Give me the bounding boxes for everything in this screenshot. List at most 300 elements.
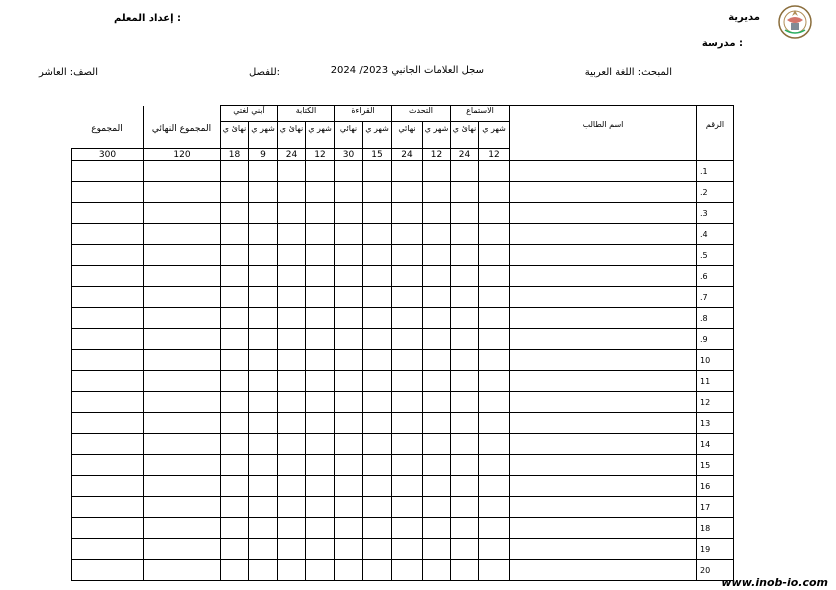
grade-cell[interactable] [306,497,335,518]
table-row [72,539,734,560]
grade-cell[interactable] [363,518,392,539]
grade-cell[interactable] [306,329,335,350]
student-name-cell[interactable] [510,308,697,329]
grade-cell[interactable] [423,224,451,245]
grade-cell[interactable] [335,539,363,560]
grade-cell[interactable] [423,518,451,539]
grade-cell[interactable] [363,245,392,266]
grade-cell[interactable] [479,245,510,266]
grade-cell[interactable] [363,182,392,203]
grade-cell[interactable] [423,539,451,560]
grade-cell[interactable] [451,539,479,560]
grade-cell[interactable] [479,161,510,182]
grade-label: الصف: العاشر [39,67,98,78]
grade-cell[interactable] [423,560,451,581]
grade-cell[interactable] [451,266,479,287]
grade-cell[interactable] [144,245,221,266]
grade-cell[interactable] [72,518,144,539]
grade-cell[interactable] [278,266,306,287]
grade-cell[interactable] [221,224,249,245]
grade-cell[interactable] [363,560,392,581]
table-row [72,266,734,287]
grade-cell[interactable] [392,455,423,476]
grade-cell[interactable] [335,497,363,518]
grade-cell[interactable] [451,434,479,455]
grade-cell[interactable] [144,308,221,329]
grade-cell[interactable] [278,455,306,476]
max-score: 12 [423,149,451,161]
grade-cell[interactable] [479,560,510,581]
grade-cell[interactable] [479,224,510,245]
grade-cell[interactable] [363,455,392,476]
grade-cell[interactable] [249,560,278,581]
grade-cell[interactable] [221,518,249,539]
grade-cell[interactable] [144,560,221,581]
grade-cell[interactable] [144,224,221,245]
grade-cell[interactable] [479,329,510,350]
table-row [72,497,734,518]
grade-cell[interactable] [221,434,249,455]
school-label: مدرسة : [701,38,743,49]
grade-cell[interactable] [249,161,278,182]
grade-cell[interactable] [278,203,306,224]
student-name-cell[interactable] [510,497,697,518]
grade-cell[interactable] [363,539,392,560]
grade-cell[interactable] [72,371,144,392]
student-name-cell[interactable] [510,245,697,266]
grade-cell[interactable] [72,455,144,476]
grade-cell[interactable] [72,392,144,413]
table-row [72,203,734,224]
student-name-cell[interactable] [510,203,697,224]
grade-cell[interactable] [479,518,510,539]
grade-cell[interactable] [249,350,278,371]
grade-cell[interactable] [278,182,306,203]
student-name-cell[interactable] [510,287,697,308]
grade-cell[interactable] [451,413,479,434]
grade-cell[interactable] [392,329,423,350]
grade-cell[interactable] [278,329,306,350]
grade-cell[interactable] [423,476,451,497]
grade-cell[interactable] [249,266,278,287]
student-name-cell[interactable] [510,392,697,413]
grade-cell[interactable] [479,413,510,434]
grade-cell[interactable] [392,371,423,392]
grade-cell[interactable] [335,287,363,308]
grade-cell[interactable] [221,203,249,224]
grade-cell[interactable] [451,371,479,392]
grade-cell[interactable] [335,245,363,266]
student-name-cell[interactable] [510,182,697,203]
row-number: 19 [697,539,734,560]
grade-cell[interactable] [306,371,335,392]
row-number: 12 [697,392,734,413]
grade-cell[interactable] [451,224,479,245]
grade-cell[interactable] [335,182,363,203]
grade-cell[interactable] [335,308,363,329]
grade-cell[interactable] [423,434,451,455]
grade-cell[interactable] [306,413,335,434]
table-row [72,413,734,434]
student-name-cell[interactable] [510,266,697,287]
row-number: .4 [697,224,734,245]
grade-cell[interactable] [144,413,221,434]
row-number: 14 [697,434,734,455]
grade-cell[interactable] [392,161,423,182]
grade-cell[interactable] [221,539,249,560]
grade-cell[interactable] [278,161,306,182]
grade-cell[interactable] [392,308,423,329]
grade-cell[interactable] [144,329,221,350]
grade-cell[interactable] [451,497,479,518]
grade-cell[interactable] [221,497,249,518]
grade-cell[interactable] [249,413,278,434]
grade-cell[interactable] [335,560,363,581]
grade-cell[interactable] [479,203,510,224]
grade-cell[interactable] [423,182,451,203]
grade-cell[interactable] [278,476,306,497]
grade-cell[interactable] [363,266,392,287]
grade-cell[interactable] [392,560,423,581]
grade-cell[interactable] [221,287,249,308]
sub-header: نهائ ي [451,122,479,149]
grade-cell[interactable] [392,350,423,371]
grade-cell[interactable] [249,476,278,497]
grade-cell[interactable] [451,392,479,413]
grade-cell[interactable] [423,497,451,518]
table-row [72,371,734,392]
grade-cell[interactable] [249,182,278,203]
grade-cell[interactable] [451,287,479,308]
grade-cell[interactable] [479,287,510,308]
grade-cell[interactable] [278,434,306,455]
row-number: .6 [697,266,734,287]
grade-cell[interactable] [221,308,249,329]
max-score: 12 [479,149,510,161]
grade-cell[interactable] [72,560,144,581]
grade-cell[interactable] [278,224,306,245]
grade-cell[interactable] [363,371,392,392]
grade-cell[interactable] [144,392,221,413]
grade-cell[interactable] [392,224,423,245]
grade-cell[interactable] [306,350,335,371]
grade-cell[interactable] [278,392,306,413]
student-name-cell[interactable] [510,434,697,455]
grade-cell[interactable] [249,329,278,350]
grade-cell[interactable] [249,539,278,560]
grade-cell[interactable] [363,392,392,413]
grade-cell[interactable] [451,455,479,476]
grade-cell[interactable] [335,224,363,245]
grade-cell[interactable] [363,413,392,434]
grade-cell[interactable] [423,161,451,182]
grade-cell[interactable] [392,476,423,497]
grade-cell[interactable] [72,287,144,308]
grade-cell[interactable] [306,224,335,245]
grade-cell[interactable] [249,203,278,224]
grade-cell[interactable] [72,245,144,266]
grade-cell[interactable] [306,266,335,287]
grade-cell[interactable] [72,329,144,350]
grade-cell[interactable] [221,560,249,581]
grade-cell[interactable] [278,245,306,266]
grade-cell[interactable] [392,203,423,224]
grade-cell[interactable] [249,245,278,266]
table-row [72,287,734,308]
grade-cell[interactable] [278,560,306,581]
grade-cell[interactable] [423,392,451,413]
grade-cell[interactable] [144,203,221,224]
student-name-cell[interactable] [510,539,697,560]
sub-header: شهر ي [249,122,278,149]
grade-cell[interactable] [335,350,363,371]
grade-cell[interactable] [278,287,306,308]
grade-cell[interactable] [278,539,306,560]
grade-cell[interactable] [144,476,221,497]
grade-cell[interactable] [306,434,335,455]
sub-header: شهر ي [306,122,335,149]
grade-cell[interactable] [392,266,423,287]
row-number: 10 [697,350,734,371]
grade-cell[interactable] [249,518,278,539]
grade-cell[interactable] [392,413,423,434]
grade-cell[interactable] [221,392,249,413]
grade-cell[interactable] [451,329,479,350]
grade-cell[interactable] [479,476,510,497]
table-row [72,350,734,371]
grade-cell[interactable] [306,392,335,413]
grade-cell[interactable] [278,497,306,518]
grade-cell[interactable] [423,287,451,308]
grade-cell[interactable] [144,455,221,476]
grade-cell[interactable] [144,539,221,560]
grade-cell[interactable] [72,497,144,518]
grade-cell[interactable] [249,455,278,476]
grade-cell[interactable] [72,476,144,497]
grade-cell[interactable] [249,308,278,329]
grade-cell[interactable] [392,245,423,266]
grade-cell[interactable] [144,182,221,203]
sub-header: نهائي [392,122,423,149]
grade-cell[interactable] [72,413,144,434]
grade-cell[interactable] [278,518,306,539]
sub-header: نهائ ي [278,122,306,149]
grade-cell[interactable] [363,287,392,308]
grade-cell[interactable] [392,434,423,455]
grade-cell[interactable] [363,161,392,182]
grade-cell[interactable] [479,182,510,203]
row-number: 15 [697,455,734,476]
grade-cell[interactable] [306,182,335,203]
grade-cell[interactable] [392,182,423,203]
grade-cell[interactable] [249,497,278,518]
grade-cell[interactable] [249,371,278,392]
grade-cell[interactable] [144,371,221,392]
grade-cell[interactable] [306,560,335,581]
grade-cell[interactable] [306,476,335,497]
grade-cell[interactable] [221,161,249,182]
grade-cell[interactable] [221,455,249,476]
grade-cell[interactable] [423,455,451,476]
grade-cell[interactable] [335,161,363,182]
grade-cell[interactable] [335,518,363,539]
grade-cell[interactable] [423,350,451,371]
grade-cell[interactable] [451,476,479,497]
grade-cell[interactable] [423,413,451,434]
grade-cell[interactable] [335,203,363,224]
final-total-max: 120 [144,149,221,161]
grade-cell[interactable] [221,245,249,266]
grade-cell[interactable] [144,287,221,308]
grade-cell[interactable] [144,350,221,371]
grade-cell[interactable] [335,413,363,434]
grade-cell[interactable] [306,308,335,329]
grade-cell[interactable] [423,329,451,350]
grade-cell[interactable] [306,518,335,539]
grade-cell[interactable] [72,308,144,329]
max-score: 12 [306,149,335,161]
grade-cell[interactable] [451,245,479,266]
grade-cell[interactable] [451,560,479,581]
grade-cell[interactable] [72,350,144,371]
grade-cell[interactable] [479,497,510,518]
grade-cell[interactable] [479,392,510,413]
grade-cell[interactable] [72,182,144,203]
grade-cell[interactable] [451,308,479,329]
grade-cell[interactable] [392,287,423,308]
grade-cell[interactable] [363,476,392,497]
grade-cell[interactable] [306,287,335,308]
grade-cell[interactable] [144,518,221,539]
grade-cell[interactable] [335,434,363,455]
grade-cell[interactable] [72,161,144,182]
grade-cell[interactable] [423,266,451,287]
grade-cell[interactable] [423,371,451,392]
grade-cell[interactable] [363,308,392,329]
grade-cell[interactable] [249,224,278,245]
grade-cell[interactable] [144,266,221,287]
grade-cell[interactable] [363,434,392,455]
grade-cell[interactable] [363,203,392,224]
grade-cell[interactable] [479,371,510,392]
student-name-cell[interactable] [510,560,697,581]
student-name-cell[interactable] [510,329,697,350]
table-row [72,161,734,182]
student-name-cell[interactable] [510,518,697,539]
grade-cell[interactable] [221,350,249,371]
grade-cell[interactable] [278,308,306,329]
grade-cell[interactable] [72,266,144,287]
sub-header: نهائي [335,122,363,149]
grade-cell[interactable] [221,476,249,497]
grade-cell[interactable] [363,329,392,350]
grade-cell[interactable] [144,497,221,518]
grade-cell[interactable] [144,434,221,455]
grade-cell[interactable] [278,413,306,434]
grade-cell[interactable] [451,518,479,539]
grade-cell[interactable] [479,434,510,455]
grade-cell[interactable] [72,203,144,224]
grade-cell[interactable] [479,266,510,287]
grade-cell[interactable] [221,329,249,350]
grade-cell[interactable] [306,245,335,266]
grade-cell[interactable] [451,161,479,182]
row-number: 18 [697,518,734,539]
max-score: 18 [221,149,249,161]
grade-cell[interactable] [335,371,363,392]
grade-cell[interactable] [306,455,335,476]
number-header: الرقم [697,106,734,161]
sub-header: نهائ ي [221,122,249,149]
grade-cell[interactable] [479,308,510,329]
grade-cell[interactable] [72,539,144,560]
student-name-cell[interactable] [510,455,697,476]
website-footer: www.inob-io.com [721,576,828,589]
grade-cell[interactable] [249,434,278,455]
row-number: .7 [697,287,734,308]
grade-table [71,105,734,581]
grade-cell[interactable] [423,203,451,224]
grade-cell[interactable] [479,455,510,476]
skill-header-reading: القراءة [335,106,392,122]
grade-cell[interactable] [335,392,363,413]
grade-cell[interactable] [479,350,510,371]
grade-cell[interactable] [363,224,392,245]
grade-cell[interactable] [249,392,278,413]
grade-cell[interactable] [306,203,335,224]
student-name-cell[interactable] [510,224,697,245]
table-row [72,392,734,413]
grade-cell[interactable] [451,182,479,203]
grade-cell[interactable] [423,245,451,266]
grade-cell[interactable] [335,266,363,287]
record-title: سجل العلامات الجانبي 2023/ 2024 [330,65,484,76]
grade-cell[interactable] [221,413,249,434]
student-name-cell[interactable] [510,476,697,497]
student-name-cell[interactable] [510,371,697,392]
grade-cell[interactable] [363,350,392,371]
grade-cell[interactable] [335,329,363,350]
grade-cell[interactable] [72,434,144,455]
grade-cell[interactable] [392,497,423,518]
grade-cell[interactable] [278,371,306,392]
grade-cell[interactable] [249,287,278,308]
grade-cell[interactable] [278,350,306,371]
grade-cell[interactable] [392,392,423,413]
grade-cell[interactable] [392,539,423,560]
grade-cell[interactable] [335,476,363,497]
grade-cell[interactable] [221,182,249,203]
grade-cell[interactable] [221,266,249,287]
sub-header: شهر ي [363,122,392,149]
grade-cell[interactable] [451,203,479,224]
grade-cell[interactable] [306,161,335,182]
grade-cell[interactable] [144,161,221,182]
grade-cell[interactable] [335,455,363,476]
grade-cell[interactable] [451,350,479,371]
grade-cell[interactable] [423,308,451,329]
grade-cell[interactable] [221,371,249,392]
student-name-cell[interactable] [510,350,697,371]
grade-cell[interactable] [392,518,423,539]
grade-cell[interactable] [479,539,510,560]
grade-cell[interactable] [363,497,392,518]
grade-cell[interactable] [72,224,144,245]
student-name-cell[interactable] [510,161,697,182]
grade-cell[interactable] [306,539,335,560]
student-name-cell[interactable] [510,413,697,434]
row-number: .1 [697,161,734,182]
